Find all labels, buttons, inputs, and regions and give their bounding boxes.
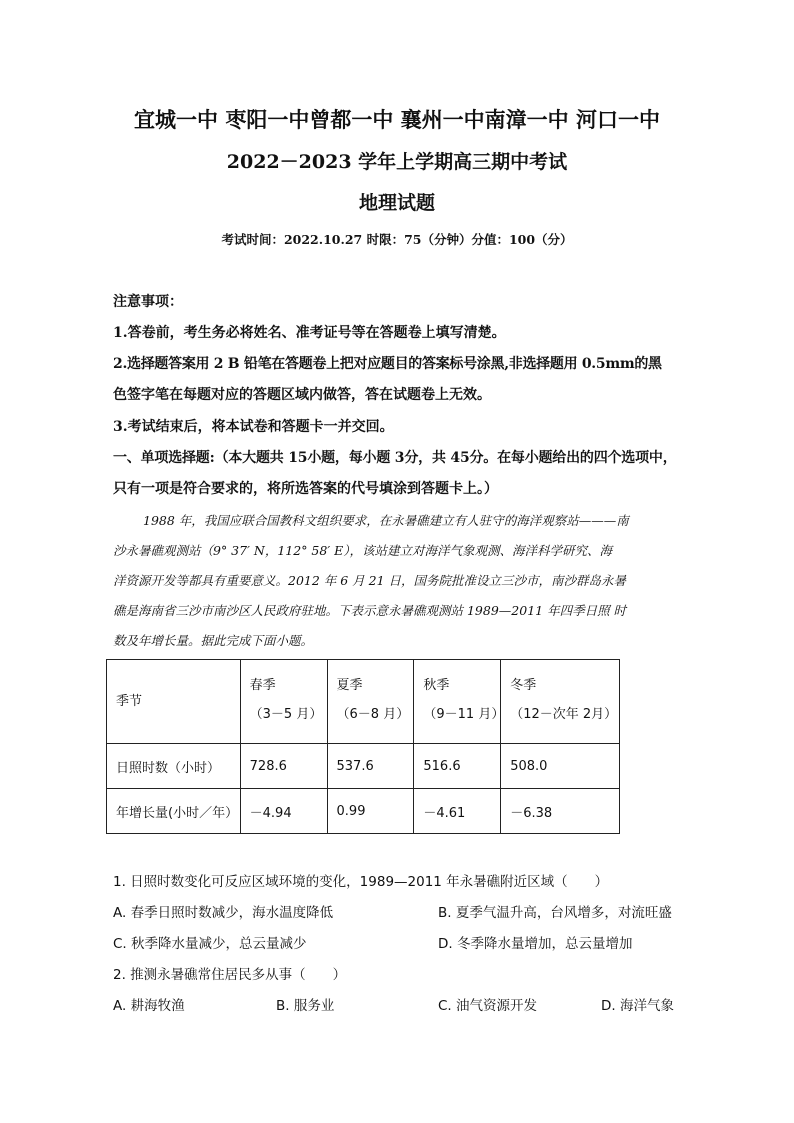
section-line-2: 只有一项是符合要求的，将所选答案的代号填涂到答题卡上。） — [113, 481, 498, 497]
notes-item-2b: 色签字笔在每题对应的答题区域内做答，答在试题卷上无效。 — [113, 387, 491, 403]
question-1-option-c: C. 秋季降水量减少，总云量减少 — [113, 936, 307, 952]
passage-line-4: 礁是海南省三沙市南沙区人民政府驻地。下表示意永暑礁观测站 1989—2011 年四季日照 时 — [113, 603, 627, 618]
table-cell: 728.6 — [240, 744, 327, 789]
table-row — [107, 744, 620, 789]
notes-heading: 注意事项： — [113, 294, 183, 310]
table-cell: －6.38 — [501, 789, 620, 834]
table-cell: 516.6 — [414, 744, 501, 789]
exam-title: 2022－2023 学年上学期高三期中考试 — [226, 151, 568, 173]
question-1-option-d: D. 冬季降水量增加，总云量增加 — [438, 936, 633, 952]
question-1-option-b: B. 夏季气温升高，台风增多，对流旺盛 — [438, 905, 672, 921]
notes-item-1: 1.答卷前，考生务必将姓名、准考证号等在答题卷上填写清楚。 — [113, 325, 506, 341]
table-cell: 537.6 — [327, 744, 414, 789]
schools-title: 宜城一中 枣阳一中曾都一中 襄州一中南漳一中 河口一中 — [134, 107, 660, 132]
passage-line-1: 1988 年，我国应联合国教科文组织要求，在永暑礁建立有人驻守的海洋观察站———南 — [143, 513, 629, 528]
table-cell: 0.99 — [327, 789, 414, 834]
table-header-row — [107, 660, 620, 744]
table-row — [107, 789, 620, 834]
table-cell: －4.61 — [414, 789, 501, 834]
question-2-option-a: A. 耕海牧渔 — [113, 998, 185, 1014]
question-2-option-b: B. 服务业 — [276, 998, 335, 1014]
question-2-option-c: C. 油气资源开发 — [438, 998, 538, 1014]
table-cell: 日照时数（小时） — [107, 744, 241, 789]
notes-item-3: 3.考试结束后，将本试卷和答题卡一并交回。 — [113, 419, 394, 435]
notes-item-2a: 2.选择题答案用 2 B 铅笔在答题卷上把对应题目的答案标号涂黑,非选择题用 0.5mm的黑 — [113, 356, 662, 372]
question-2-stem: 2. 推测永暑礁常住居民多从事（ ） — [113, 967, 347, 983]
passage-line-3: 洋资源开发等都具有重要意义。2012 年 6 月 21 日，国务院批准设立三沙市，南沙群岛永暑 — [113, 573, 627, 588]
table-cell: －4.94 — [240, 789, 327, 834]
subject-title: 地理试题 — [358, 192, 435, 214]
passage-line-2: 沙永暑礁观测站（9° 37′ N，112° 58′ E），该站建立对海洋气象观测、海洋科学研究、海 — [113, 543, 613, 558]
table-header-cell: 冬季 （12－次年 2月） — [501, 660, 620, 744]
sunshine-table — [106, 659, 620, 834]
question-1-stem: 1. 日照时数变化可反应区域环境的变化，1989—2011 年永暑礁附近区域（ ） — [113, 874, 609, 890]
table-header-cell: 春季 （3－5 月） — [240, 660, 327, 744]
table-cell: 年增长量(小时／年） — [107, 789, 241, 834]
section-line-1: 一、单项选择题:（本大题共 15小题，每小题 3分，共 45分。在每小题给出的四个选项中， — [113, 450, 677, 466]
exam-meta: 考试时间：2022.10.27 时限：75（分钟）分值：100（分） — [221, 232, 573, 247]
table-cell: 508.0 — [501, 744, 620, 789]
question-2-option-d: D. 海洋气象 — [601, 998, 674, 1014]
table-header-cell: 夏季 （6－8 月） — [327, 660, 414, 744]
passage-line-5: 数及年增长量。据此完成下面小题。 — [113, 633, 314, 648]
table-header-cell: 季节 — [107, 660, 241, 744]
question-1-option-a: A. 春季日照时数减少，海水温度降低 — [113, 905, 334, 921]
table-header-cell: 秋季 （9－11 月） — [414, 660, 501, 744]
